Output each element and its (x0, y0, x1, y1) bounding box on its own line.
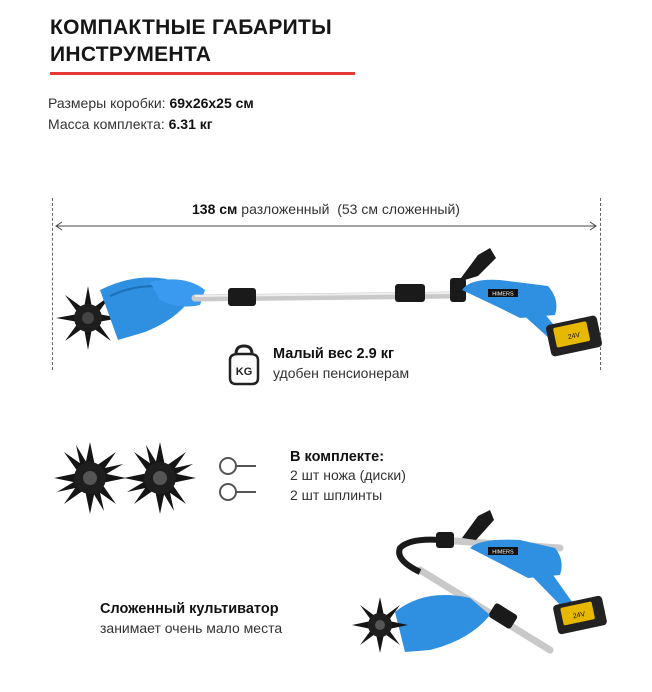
weight-title: Малый вес 2.9 кг (273, 346, 395, 362)
svg-text:HIMERS: HIMERS (492, 549, 514, 556)
weight-subtitle: удобен пенсионерам (273, 365, 410, 381)
box-size-value: 69x26x25 см (169, 95, 254, 111)
title-line-1: КОМПАКТНЫЕ ГАБАРИТЫ (50, 16, 333, 39)
tiller-star-icon (352, 597, 408, 653)
kit-item-discs: 2 шт ножа (диски) (290, 467, 406, 483)
brand-label: HIMERS (492, 291, 514, 298)
mass-value: 6.31 кг (168, 116, 213, 132)
kit-title: В комплекте: (290, 449, 385, 465)
folded-title: Сложенный культиватор (100, 601, 279, 617)
battery-label: 24V (567, 331, 581, 342)
folded-subtitle: занимает очень мало места (100, 620, 283, 636)
box-size-label: Размеры коробки: (48, 95, 166, 111)
mass-label: Масса комплекта: (48, 116, 165, 132)
title-line-2: ИНСТРУМЕНТА (50, 43, 212, 66)
svg-text:KG: KG (235, 366, 253, 378)
svg-text:24V: 24V (572, 610, 586, 621)
folded-length-note: (53 см сложенный) (337, 201, 460, 217)
length-label: разложенный (241, 201, 330, 217)
length-value: 138 см (192, 201, 238, 217)
kit-item-pins: 2 шт шплинты (290, 487, 383, 503)
